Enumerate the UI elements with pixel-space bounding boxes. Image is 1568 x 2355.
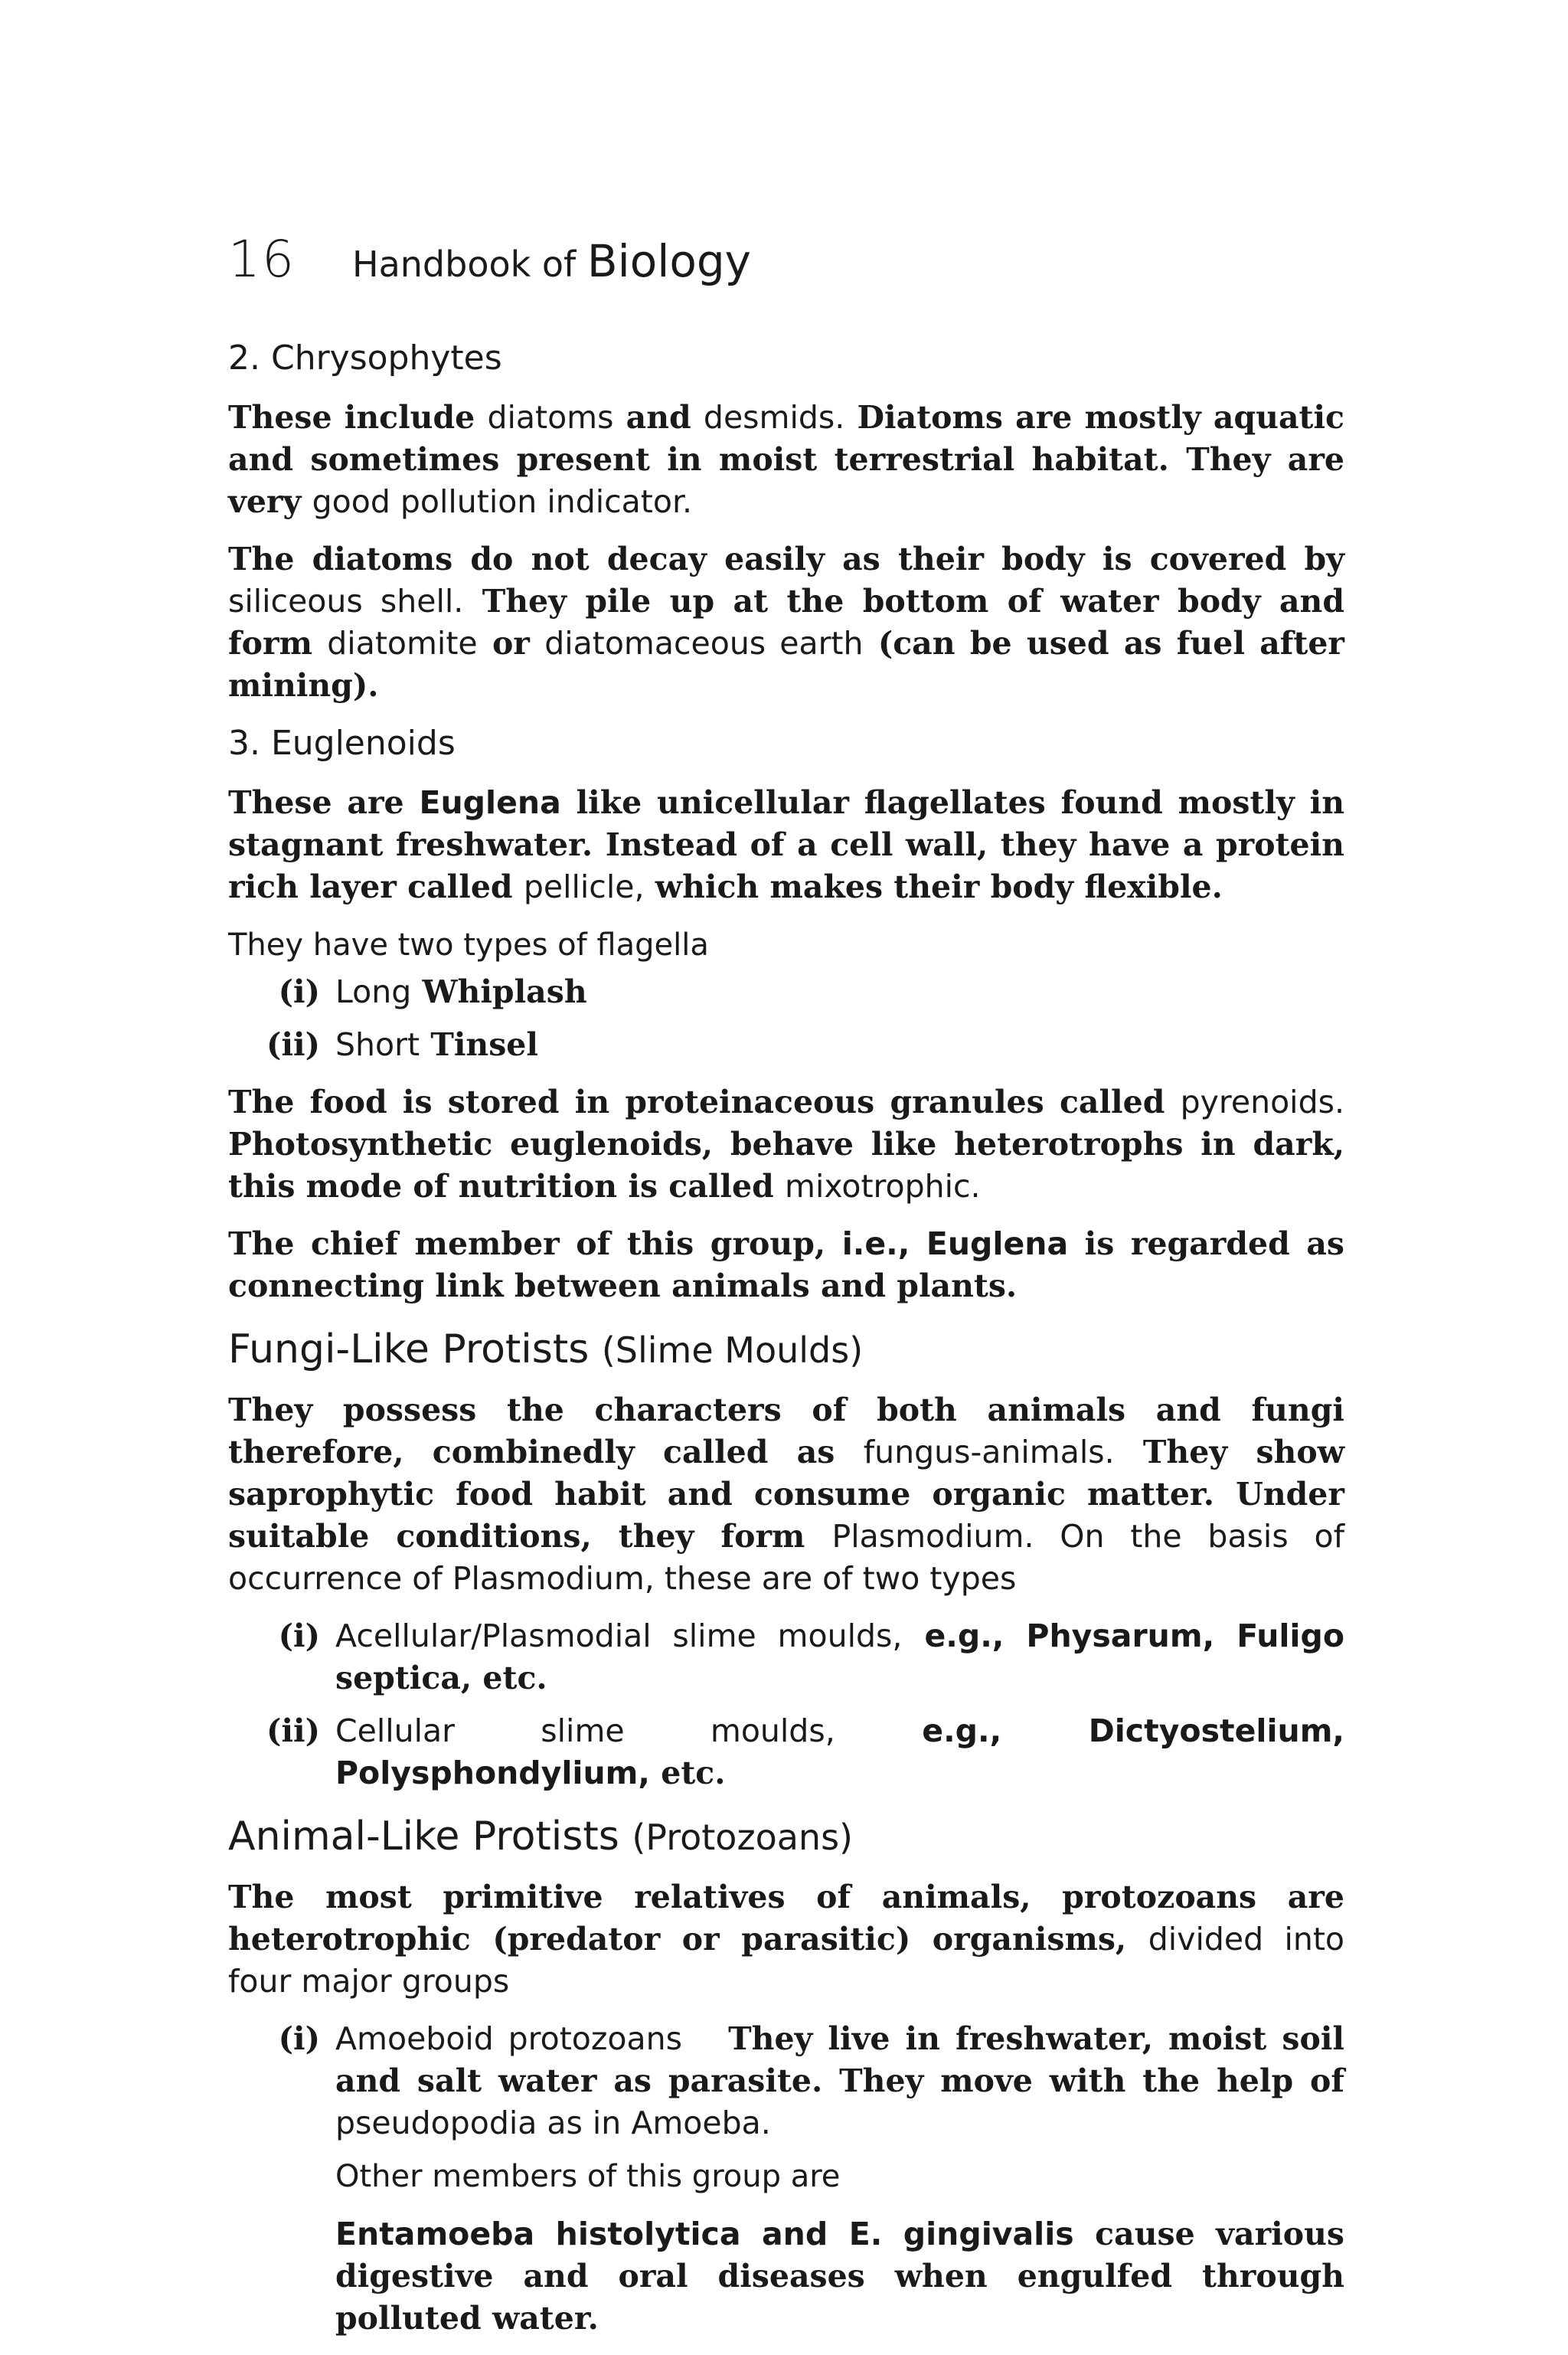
paragraph-entamoeba: Entamoeba histolytica and E. gingivalis cause various digestive and oral diseases when engulfed through polluted water. — [335, 2216, 1344, 2337]
page-number: 16 — [228, 230, 296, 289]
running-head — [228, 230, 751, 314]
list-marker: (i) — [278, 973, 320, 1010]
list-item: (i) Long Whiplash — [228, 971, 1344, 1013]
list-marker: (i) — [278, 2020, 320, 2057]
paragraph-diatoms: The diatoms do not decay easily as their body is covered by siliceous shell. They pile up at the bottom of water body and form diatomite or diatomaceous earth (can be used as fuel after mining). — [228, 541, 1345, 704]
paragraph-animal-like: The most primitive relatives of animals, protozoans are heterotrophic (predator or parasitic) organisms, divided into four major groups — [228, 1879, 1344, 2000]
subheading-chrysophytes: 2. Chrysophytes — [228, 339, 502, 378]
list-item: (i) Acellular/Plasmodial slime moulds, e.g., Physarum, Fuligo septica, etc. — [228, 1615, 1344, 1699]
paragraph-fungi-like: They possess the characters of both animals and fungi therefore, combinedly called as fungus-animals. They show saprophytic food habit and consume organic matter. Under suitable conditions, they form Plasmodium. On the basis of occurrence of Plasmodium, these are of two types — [228, 1392, 1344, 1597]
section-heading-fungi-like: Fungi-Like Protists (Slime Moulds) — [228, 1326, 864, 1372]
paragraph-chrysophytes-intro: These include diatoms and desmids. Diatoms are mostly aquatic and sometimes present in moist terrestrial habitat. They are very good pollution indicator. — [228, 399, 1345, 520]
list-item: (ii) Short Tinsel — [228, 1024, 1344, 1066]
book-title-main: Biology — [586, 235, 751, 287]
page-content — [228, 337, 1344, 2355]
paragraph-euglena-link: The chief member of this group, i.e., Euglena is regarded as connecting link between animals and plants. — [228, 1225, 1344, 1304]
book-title — [352, 235, 751, 287]
list-item: (i) Amoeboid protozoans They live in freshwater, moist soil and salt water as parasite. They move with the help of pseudopodia as in Amoeba. — [228, 2018, 1344, 2144]
paragraph-pyrenoids: The food is stored in proteinaceous granules called pyrenoids. Photosynthetic euglenoids, behave like heterotrophs in dark, this mode of nutrition is called mixotrophic. — [228, 1084, 1344, 1205]
list-marker: (ii) — [266, 1026, 320, 1063]
list-marker: (ii) — [266, 1712, 320, 1749]
book-title-prefix: Handbook of — [351, 244, 577, 285]
paragraph-other-members-lead: Other members of this group are — [335, 2159, 841, 2194]
list-marker: (i) — [278, 1617, 320, 1654]
section-heading-animal-like: Animal-Like Protists (Protozoans) — [228, 1814, 853, 1859]
subheading-euglenoids: 3. Euglenoids — [228, 724, 456, 763]
list-item: (ii) Cellular slime moulds, e.g., Dictyostelium, Polysphondylium, etc. — [228, 1710, 1344, 1794]
paragraph-euglenoids-intro: These are Euglena like unicellular flagellates found mostly in stagnant freshwater. Instead of a cell wall, they have a protein rich layer called pellicle, which makes their body flexible. — [228, 784, 1345, 905]
paragraph-flagella-lead: They have two types of flagella — [228, 927, 709, 963]
